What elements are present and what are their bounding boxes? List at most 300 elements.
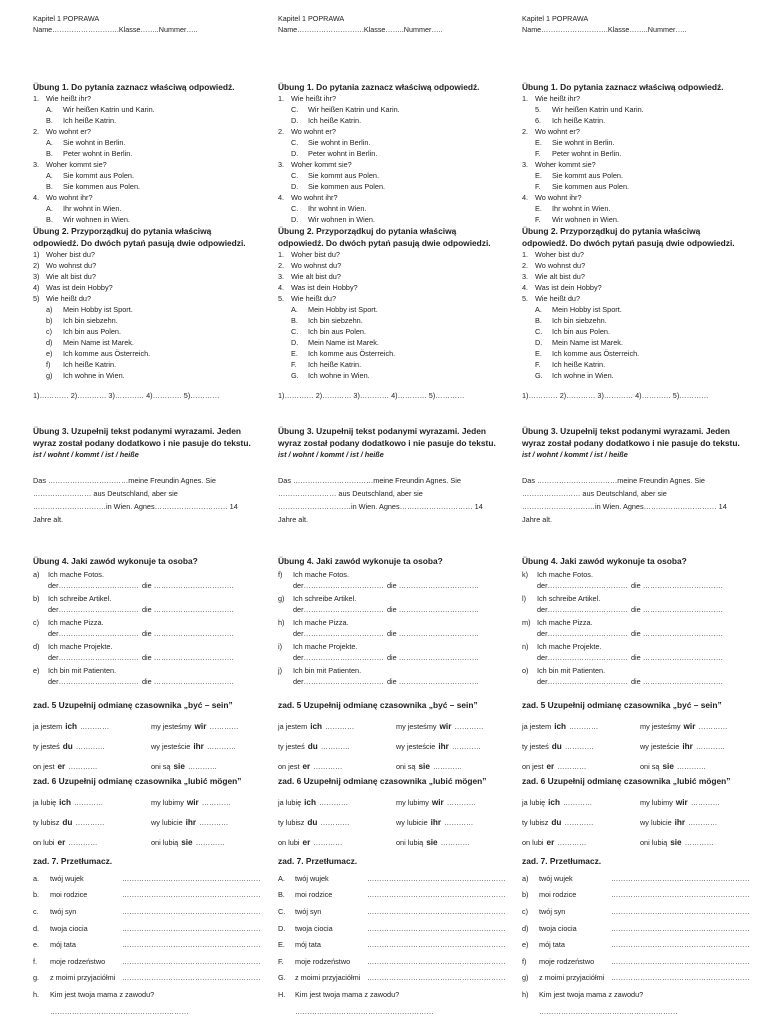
translation-line[interactable]: ………………………………………………… (611, 906, 750, 916)
translation-line[interactable]: ………………………………………………… (122, 940, 261, 950)
german-pronoun: du (551, 741, 562, 751)
answer-letter: B. (535, 316, 542, 325)
question-number: 5. (278, 294, 285, 303)
question-number: 1. (522, 94, 529, 103)
translation-line[interactable]: ………………………………………………… (122, 890, 261, 900)
exercise-3-text-line[interactable]: Das ……………………………meine Freundin Agnes. Sie (522, 476, 705, 485)
translation-line[interactable]: ………………………………………………… (611, 873, 750, 883)
question (278, 192, 513, 203)
match-question (522, 260, 757, 271)
question-number: 4. (33, 193, 40, 202)
verb-blank[interactable]: ………… (676, 761, 707, 771)
der-field[interactable]: der…………………………… (48, 629, 139, 638)
item-letter: b. (33, 890, 40, 900)
translation-line[interactable]: ………………………………………………… (367, 890, 506, 900)
polish-form: ty lubisz (522, 817, 549, 827)
die-field[interactable]: die …………………………… (631, 581, 724, 590)
item-letter: i) (278, 642, 283, 651)
conjugation-row (522, 736, 757, 756)
match-question (278, 260, 513, 271)
polish-form: ty lubisz (278, 817, 305, 827)
item-text: moje rodzeństwo (539, 956, 595, 966)
exercise-2-answer-line[interactable]: 1)………… 2)………… 3)………… 4)………… 5)………… (522, 391, 709, 400)
verb-blank[interactable]: ………… (562, 797, 593, 807)
answer-text: Ich bin aus Polen. (552, 327, 611, 336)
option-text: Peter wohnt in Berlin. (552, 149, 622, 158)
profession-item (278, 569, 513, 580)
verb-blank[interactable]: ………… (313, 761, 343, 771)
match-answer (33, 315, 268, 326)
verb-blank[interactable]: ………… (80, 721, 110, 731)
verb-blank[interactable]: ………… (68, 761, 98, 771)
match-question (33, 260, 268, 271)
match-answer (33, 337, 268, 348)
conjugation-left (522, 761, 640, 772)
answer-option[interactable] (278, 104, 513, 115)
translation-answer-line[interactable]: ………………………………………………… (50, 1006, 189, 1016)
die-field[interactable]: die …………………………… (631, 677, 724, 686)
exercise-2-answer-line[interactable]: 1)………… 2)………… 3)………… 4)………… 5)………… (33, 391, 220, 400)
german-pronoun: ich (65, 721, 78, 731)
der-field[interactable]: der…………………………… (293, 653, 384, 662)
answer-option[interactable] (522, 203, 757, 214)
answer-letter: A. (535, 305, 542, 314)
task-6-title: zad. 6 Uzupełnij odmianę czasownika „lubić mögen” (33, 776, 242, 786)
german-pronoun: ihr (674, 817, 686, 827)
task-6-conjugation (522, 792, 757, 852)
item-text: moi rodzice (50, 890, 88, 900)
der-field[interactable]: der…………………………… (537, 581, 628, 590)
verb-blank[interactable]: ………… (199, 817, 229, 827)
answer-option[interactable] (522, 181, 757, 192)
verb-blank[interactable]: ………… (564, 817, 594, 827)
verb-blank[interactable]: ………… (432, 761, 463, 771)
die-field[interactable]: die …………………………… (387, 677, 480, 686)
polish-form: ty lubisz (33, 817, 60, 827)
question-number: 3. (33, 160, 40, 169)
item-letter: e. (33, 940, 40, 950)
answer-option[interactable] (33, 214, 268, 225)
task-6 (278, 775, 513, 852)
option-text: Peter wohnt in Berlin. (63, 149, 133, 158)
item-text: mój tata (539, 940, 565, 950)
die-field[interactable]: die …………………………… (387, 581, 480, 590)
item-text: moi rodzice (539, 890, 577, 900)
conjugation-row (522, 812, 757, 832)
verb-blank[interactable]: ………… (690, 797, 720, 807)
polish-form: oni lubią (396, 837, 424, 847)
translation-line[interactable]: ………………………………………………… (122, 873, 261, 883)
conjugation-right (396, 817, 473, 828)
exercise-3-text-line[interactable]: …………………… aus Deutschland, aber sie (278, 489, 423, 498)
item-letter: e) (33, 666, 40, 675)
polish-form: ty jesteś (278, 741, 305, 751)
profession-item (522, 641, 757, 652)
conjugation-left (522, 837, 640, 848)
item-letter: g) (278, 594, 285, 603)
exercise-3-word-bank: ist / wohnt / kommt / ist / heiße (278, 450, 384, 459)
answer-letter: G. (291, 371, 299, 380)
polish-form: oni są (396, 761, 416, 771)
conjugation-row (278, 736, 513, 756)
polish-form: ja lubię (278, 797, 302, 807)
translation-item (278, 970, 513, 987)
answer-option[interactable] (522, 137, 757, 148)
der-field[interactable]: der…………………………… (48, 677, 139, 686)
task-5 (33, 699, 268, 776)
option-text: Sie wohnt in Berlin. (552, 138, 615, 147)
translation-line[interactable]: ………………………………………………… (611, 890, 750, 900)
question-number: 2. (33, 127, 40, 136)
german-pronoun: du (551, 817, 562, 827)
polish-form: wy lubicie (640, 817, 672, 827)
polish-form: on lubi (522, 837, 544, 847)
verb-blank[interactable]: ………… (446, 797, 476, 807)
question-number: 1) (33, 250, 40, 259)
der-field[interactable]: der…………………………… (48, 605, 139, 614)
item-letter: b) (33, 594, 40, 603)
answer-option[interactable] (522, 214, 757, 225)
item-text: Ich mache Projekte. (48, 642, 113, 651)
die-field[interactable]: die …………………………… (387, 629, 480, 638)
exercise-3-title-line2: wyraz został podany dodatkowo i nie pasuje do tekstu. (522, 438, 740, 448)
item-text: Ich schreibe Artikel. (537, 594, 601, 603)
exercise-2 (522, 225, 757, 401)
question-text: Woher bist du? (535, 250, 584, 259)
match-answer (522, 370, 757, 381)
exercise-3-text-line[interactable]: …………………………in Wien. Agnes………………………… 14 (33, 502, 238, 511)
conjugation-left (522, 741, 640, 752)
answer-option[interactable] (522, 148, 757, 159)
answer-option[interactable] (33, 137, 268, 148)
translation-line[interactable]: ………………………………………………… (122, 906, 261, 916)
exercise-3-text-line[interactable]: Das ……………………………meine Freundin Agnes. Sie (278, 476, 461, 485)
polish-form: my lubimy (640, 797, 673, 807)
translation-line[interactable]: ………………………………………………… (122, 973, 261, 983)
verb-blank[interactable]: ………… (440, 837, 470, 847)
item-letter: l) (522, 594, 527, 603)
translation-line[interactable]: ………………………………………………… (611, 923, 750, 933)
translation-item (33, 936, 268, 953)
item-text: moje rodzeństwo (295, 956, 351, 966)
exercise-4 (278, 555, 513, 687)
german-pronoun: er (546, 837, 555, 847)
profession-answer-row (522, 604, 757, 615)
task-7-title: zad. 7. Przetłumacz. (33, 856, 113, 866)
match-question (522, 293, 757, 304)
task-5-conjugation (33, 716, 268, 776)
task-7-title: zad. 7. Przetłumacz. (522, 856, 602, 866)
translation-line[interactable]: ………………………………………………… (367, 923, 506, 933)
verb-blank[interactable]: ………… (564, 741, 594, 751)
die-field[interactable]: die …………………………… (142, 653, 235, 662)
task-7 (278, 855, 513, 1019)
conjugation-left (33, 721, 151, 732)
option-letter: B. (46, 149, 53, 158)
der-field[interactable]: der…………………………… (537, 653, 628, 662)
match-answer (33, 370, 268, 381)
answer-option[interactable] (33, 115, 268, 126)
option-text: Ihr wohnt in Wien. (63, 204, 122, 213)
answer-text: Ich bin siebzehn. (63, 316, 118, 325)
der-field[interactable]: der…………………………… (537, 629, 628, 638)
translation-line[interactable]: ………………………………………………… (122, 956, 261, 966)
translation-item (278, 887, 513, 904)
exercise-2-title-line1: Übung 2. Przyporządkuj do pytania właściwą (278, 226, 457, 236)
profession-item (33, 593, 268, 604)
answer-option[interactable] (278, 115, 513, 126)
conjugation-row (33, 756, 268, 776)
translation-item (278, 903, 513, 920)
question (522, 93, 757, 104)
conjugation-left (33, 797, 151, 808)
header-title: Kapitel 1 POPRAWA (522, 14, 589, 23)
verb-blank[interactable]: ………… (187, 761, 218, 771)
translation-item (278, 953, 513, 970)
answer-option[interactable] (278, 181, 513, 192)
verb-blank[interactable]: ………… (209, 721, 239, 731)
die-field[interactable]: die …………………………… (387, 653, 480, 662)
item-letter: j) (278, 666, 283, 675)
exercise-2-questions (33, 249, 268, 304)
translation-item (522, 986, 757, 1003)
exercise-3-title-line1: Übung 3. Uzupełnij tekst podanymi wyrazami. Jeden (522, 426, 731, 436)
option-text: Wir heißen Katrin und Karin. (552, 105, 644, 114)
option-letter: B. (46, 182, 53, 191)
verb-blank[interactable]: ………… (557, 837, 587, 847)
verb-blank[interactable]: ………… (444, 817, 474, 827)
exercise-2-title-line1: Übung 2. Przyporządkuj do pytania właściwą (33, 226, 212, 236)
answer-text: Ich bin siebzehn. (308, 316, 363, 325)
answer-option[interactable] (522, 115, 757, 126)
german-pronoun: er (546, 761, 555, 771)
answer-option[interactable] (278, 148, 513, 159)
match-question (33, 249, 268, 260)
german-pronoun: er (302, 761, 311, 771)
exercise-2-title-line2: odpowiedź. Do dwóch pytań pasują dwie odpowiedzi. (278, 238, 491, 248)
verb-blank[interactable]: ………… (195, 837, 225, 847)
answer-option[interactable] (33, 148, 268, 159)
exercise-3-text-line[interactable]: …………………………in Wien. Agnes………………………… 14 (278, 502, 483, 511)
polish-form: ja lubię (522, 797, 546, 807)
item-letter: c. (33, 906, 39, 916)
question-text: Wie heißt du? (46, 294, 92, 303)
exercise-1-title: Übung 1. Do pytania zaznacz właściwą odpowiedź. (33, 82, 235, 92)
exercise-1-questions (522, 93, 757, 225)
translation-line[interactable]: ………………………………………………… (367, 973, 506, 983)
match-answer (33, 348, 268, 359)
verb-blank[interactable]: ………… (698, 721, 728, 731)
german-pronoun: wir (186, 797, 199, 807)
translation-line[interactable]: ………………………………………………… (611, 956, 750, 966)
verb-blank[interactable]: ………… (684, 837, 714, 847)
item-letter: F. (278, 956, 284, 966)
der-field[interactable]: der…………………………… (48, 581, 139, 590)
header-title: Kapitel 1 POPRAWA (278, 14, 345, 23)
question (522, 192, 757, 203)
verb-blank[interactable]: ………… (318, 797, 349, 807)
item-letter: a) (33, 570, 40, 579)
answer-letter: E. (291, 349, 298, 358)
translation-line[interactable]: ………………………………………………… (611, 973, 750, 983)
answer-option[interactable] (278, 170, 513, 181)
answer-option[interactable] (278, 203, 513, 214)
verb-blank[interactable]: ………… (313, 837, 343, 847)
der-field[interactable]: der…………………………… (293, 677, 384, 686)
option-letter: C. (291, 171, 299, 180)
item-text: Ich mache Fotos. (48, 570, 104, 579)
question-text: Was ist dein Hobby? (291, 283, 358, 292)
der-field[interactable]: der…………………………… (48, 653, 139, 662)
answer-text: Mein Name ist Marek. (63, 338, 134, 347)
verb-blank[interactable]: ………… (73, 797, 104, 807)
header-fields[interactable]: Name……………………….Klasse……..Nummer….. (278, 25, 443, 34)
conjugation-row (33, 812, 268, 832)
exercise-3-text-line[interactable]: Das ……………………………meine Freundin Agnes. Sie (33, 476, 216, 485)
verb-blank[interactable]: ………… (75, 741, 105, 751)
exercise-4 (33, 555, 268, 687)
translation-line[interactable]: ………………………………………………… (367, 956, 506, 966)
item-text: z moimi przyjaciółmi (539, 973, 605, 983)
german-pronoun: ihr (438, 741, 449, 751)
task-5 (278, 699, 513, 776)
answer-letter: F. (535, 360, 541, 369)
answer-letter: D. (535, 338, 543, 347)
answer-text: Mein Hobby ist Sport. (552, 305, 622, 314)
option-letter: D. (291, 149, 299, 158)
item-letter: G. (278, 973, 286, 983)
match-question (278, 293, 513, 304)
verb-blank[interactable]: ………… (569, 721, 599, 731)
option-text: Wir heißen Katrin und Karin. (308, 105, 400, 114)
question-text: Wo wohnt er? (291, 127, 336, 136)
question-number: 1. (33, 94, 40, 103)
profession-answer-row (33, 628, 268, 639)
translation-answer-line[interactable]: ………………………………………………… (295, 1006, 434, 1016)
answer-letter: a) (46, 305, 53, 314)
die-field[interactable]: die …………………………… (142, 677, 235, 686)
translation-line[interactable]: ………………………………………………… (611, 940, 750, 950)
question-text: Woher kommt sie? (46, 160, 107, 169)
answer-option[interactable] (33, 170, 268, 181)
option-letter: C. (291, 204, 299, 213)
exercise-1-title: Übung 1. Do pytania zaznacz właściwą odpowiedź. (278, 82, 480, 92)
answer-option[interactable] (522, 170, 757, 181)
item-letter: n) (522, 642, 529, 651)
die-field[interactable]: die …………………………… (142, 629, 235, 638)
die-field[interactable]: die …………………………… (631, 605, 724, 614)
polish-form: on lubi (33, 837, 55, 847)
task-5-title: zad. 5 Uzupełnij odmianę czasownika „być – sein” (522, 700, 722, 710)
conjugation-left (278, 761, 396, 772)
verb-blank[interactable]: ………… (454, 721, 484, 731)
answer-option[interactable] (33, 104, 268, 115)
die-field[interactable]: die …………………………… (387, 605, 480, 614)
verb-blank[interactable]: ………… (557, 761, 587, 771)
exercise-3-text-line[interactable]: …………………………in Wien. Agnes………………………… 14 (522, 502, 727, 511)
der-field[interactable]: der…………………………… (293, 605, 384, 614)
translation-line[interactable]: ………………………………………………… (122, 923, 261, 933)
die-field[interactable]: die …………………………… (142, 581, 235, 590)
match-answer (522, 326, 757, 337)
exercise-2-answer-line[interactable]: 1)………… 2)………… 3)………… 4)………… 5)………… (278, 391, 465, 400)
answer-option[interactable] (33, 181, 268, 192)
verb-blank[interactable]: ………… (68, 837, 98, 847)
der-field[interactable]: der…………………………… (537, 605, 628, 614)
translation-item (33, 887, 268, 904)
verb-blank[interactable]: ………… (688, 817, 718, 827)
answer-text: Mein Hobby ist Sport. (63, 305, 133, 314)
translation-item (33, 986, 268, 1003)
answer-option[interactable] (278, 137, 513, 148)
question-text: Woher kommt sie? (291, 160, 352, 169)
item-letter: d) (522, 923, 529, 933)
item-text: twój syn (50, 906, 77, 916)
german-pronoun: sie (173, 761, 185, 771)
profession-answer-row (33, 580, 268, 591)
item-text: Ich mache Projekte. (293, 642, 358, 651)
header-fields[interactable]: Name……………………….Klasse……..Nummer….. (522, 25, 687, 34)
task-6-title: zad. 6 Uzupełnij odmianę czasownika „lubić mögen” (522, 776, 731, 786)
question (278, 93, 513, 104)
translation-answer-line[interactable]: ………………………………………………… (539, 1006, 678, 1016)
verb-blank[interactable]: ………… (325, 721, 355, 731)
verb-blank[interactable]: ………… (451, 741, 481, 751)
der-field[interactable]: der…………………………… (293, 629, 384, 638)
answer-letter: b) (46, 316, 53, 325)
die-field[interactable]: die …………………………… (142, 605, 235, 614)
header-fields[interactable]: Name……………………….Klasse……..Nummer….. (33, 25, 198, 34)
question-text: Wie heißt ihr? (46, 94, 92, 103)
polish-form: my jesteśmy (640, 721, 681, 731)
verb-blank[interactable]: ………… (320, 817, 350, 827)
exercise-3-title-line2: wyraz został podany dodatkowo i nie pasuje do tekstu. (33, 438, 251, 448)
option-text: Sie wohnt in Berlin. (308, 138, 371, 147)
translation-line[interactable]: ………………………………………………… (367, 906, 506, 916)
polish-form: my jesteśmy (396, 721, 437, 731)
answer-option[interactable] (33, 203, 268, 214)
verb-blank[interactable]: ………… (201, 797, 231, 807)
verb-blank[interactable]: ………… (320, 741, 350, 751)
exercise-3-text-line[interactable]: …………………… aus Deutschland, aber sie (33, 489, 178, 498)
item-text: moi rodzice (295, 890, 333, 900)
answer-option[interactable] (522, 104, 757, 115)
der-field[interactable]: der…………………………… (537, 677, 628, 686)
question (33, 159, 268, 170)
translation-line[interactable]: ………………………………………………… (367, 873, 506, 883)
exercise-3-text-line[interactable]: …………………… aus Deutschland, aber sie (522, 489, 667, 498)
item-letter: d. (33, 923, 40, 933)
die-field[interactable]: die …………………………… (631, 653, 724, 662)
item-letter: a. (33, 873, 40, 883)
die-field[interactable]: die …………………………… (631, 629, 724, 638)
task-6-conjugation (278, 792, 513, 852)
question (522, 159, 757, 170)
verb-blank[interactable]: ………… (695, 741, 725, 751)
item-letter: h) (522, 989, 529, 999)
verb-blank[interactable]: ………… (206, 741, 236, 751)
verb-blank[interactable]: ………… (75, 817, 105, 827)
answer-option[interactable] (278, 214, 513, 225)
translation-line[interactable]: ………………………………………………… (367, 940, 506, 950)
profession-answer-row (278, 676, 513, 687)
header (278, 13, 513, 35)
option-letter: F. (535, 149, 541, 158)
der-field[interactable]: der…………………………… (293, 581, 384, 590)
question (33, 192, 268, 203)
answer-letter: c) (46, 327, 53, 336)
polish-form: on lubi (278, 837, 300, 847)
